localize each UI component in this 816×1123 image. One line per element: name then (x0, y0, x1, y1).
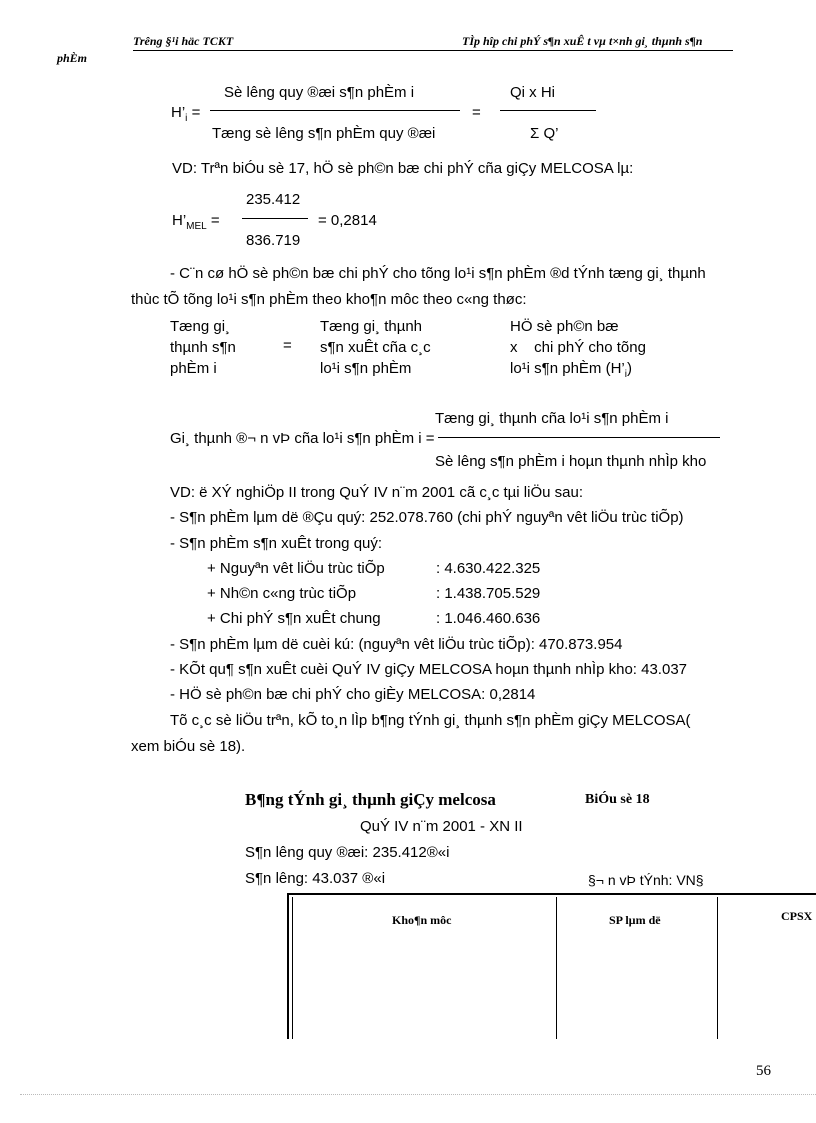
formula3-col3: HÖ sè ph©n bæ x chi phÝ cho tõng lo¹i s¶n phÈm $(H’_i)$ (510, 318, 646, 380)
qty-converted: S¶n lêng quy ®æi: 235.412®«i (245, 844, 450, 861)
table-title: B¶ng tÝnh gi¸ thµnh giÇy melcosa (245, 790, 496, 809)
para1-line1: - C¨n cø hÖ sè ph©n bæ chi phÝ cho tõng lo¹i s¶n phÈm ®d tÝnh tæng gi¸ thµnh (170, 265, 706, 282)
formula1-numerator: Sè lêng quy ®æi s¶n phÈm i (224, 84, 415, 101)
para1-line2: thùc tÕ tõng lo¹i s¶n phÈm theo kho¶n môc theo c«ng thøc: (131, 291, 527, 308)
formula4-lhs: Gi¸ thµnh ®¬ n vÞ cña lo¹i s¶n phÈm i = (170, 430, 435, 447)
page-number: 56 (756, 1063, 771, 1079)
table-top-rule (287, 893, 816, 895)
formula1-rhs-numerator: Qi x Hi (510, 84, 555, 101)
table-header-cell: Kho¶n môc (392, 913, 452, 927)
header-left: Trêng §¹i häc TCKT (133, 34, 234, 48)
example2-closing: - S¶n phÈm lµm dë cuèi kú: (nguyªn vêt liÖu trùc tiÕp): 470.873.954 (170, 636, 623, 653)
table-header-cell: CPSX (781, 909, 813, 923)
form-number: BiÓu sè 18 (585, 792, 650, 807)
formula2-fraction-bar (242, 218, 308, 219)
formula1-fraction-bar (210, 110, 460, 111)
example2-produced: - S¶n phÈm s¶n xuÊt trong quý: (170, 535, 383, 552)
formula1-lhs: $H’_i$ = (171, 104, 201, 124)
table-header-cell: SP lµm dë (609, 913, 661, 927)
formula3-col2: Tæng gi¸ thµnh s¶n xuÊt cña c¸c lo¹i s¶n phÈm (320, 318, 431, 377)
table-left-border-inner (292, 897, 293, 1039)
qty: S¶n lêng: 43.037 ®«i (245, 870, 386, 887)
example2-item-value: : 1.046.460.636 (436, 610, 541, 627)
example2-item-label: + Nh©n c«ng trùc tiÕp (207, 585, 357, 602)
example2-coef: - HÖ sè ph©n bæ chi phÝ cho giÈy MELCOSA: 0,2814 (170, 686, 536, 703)
example2-intro: VD: ë XÝ nghiÖp II trong QuÝ IV n¨m 2001 cã c¸c tµi liÖu sau: (170, 484, 583, 501)
example2-opening: - S¶n phÈm lµm dë ®Çu quý: 252.078.760 (chi phÝ nguyªn vêt liÖu trùc tiÕp) (170, 509, 684, 526)
formula1-eq2: = (472, 104, 481, 121)
formula4-numerator: Tæng gi¸ thµnh cña lo¹i s¶n phÈm i (435, 410, 669, 427)
example2-item-value: : 4.630.422.325 (436, 560, 541, 577)
example2-summary-line1: Tõ c¸c sè liÖu trªn, kÕ to¸n lÌp b¶ng tÝnh gi¸ thµnh s¶n phÈm giÇy MELCOSA( (170, 712, 691, 729)
formula3-col1: Tæng gi¸ thµnh s¶n phÈm i (170, 318, 236, 377)
table-subtitle: QuÝ IV n¨m 2001 - XN II (360, 818, 523, 835)
example2-item-label: + Nguyªn vêt liÖu trùc tiÕp (207, 560, 385, 577)
example2-item-label: + Chi phÝ s¶n xuÊt chung (207, 610, 381, 627)
formula2-result: = 0,2814 (318, 212, 377, 229)
formula4-denominator: Sè lêng s¶n phÈm i hoµn thµnh nhÌp kho (435, 453, 707, 470)
formula3-eq: = (283, 337, 292, 354)
table-col-divider (717, 897, 718, 1039)
formula1-rhs-denominator: Σ Q’ (530, 125, 559, 142)
page-bottom-dotted-rule (20, 1094, 816, 1095)
formula2-denominator: 836.719 (246, 232, 301, 249)
formula2-lhs: $H’_{MEL}$ = (172, 212, 220, 232)
formula1-denominator: Tæng sè lêng s¶n phÈm quy ®æi (212, 125, 436, 142)
example2-summary-line2: xem biÓu sè 18). (131, 738, 246, 755)
table-left-border-outer (287, 893, 289, 1039)
header-right: TÌp hîp chi phÝ s¶n xuÊ t vµ t×nh gi¸ thµnh s¶n (462, 34, 703, 48)
example2-item-value: : 1.438.705.529 (436, 585, 541, 602)
formula1-rhs-bar (500, 110, 596, 111)
formula4-fraction-bar (438, 437, 720, 438)
unit-label: §¬ n vÞ tÝnh: VN§ (588, 872, 704, 888)
example2-result: - KÕt qu¶ s¶n xuÊt cuèi QuÝ IV giÇy MELCOSA hoµn thµnh nhÌp kho: 43.037 (170, 661, 688, 678)
header-rule (133, 50, 733, 51)
example1-text: VD: Trªn biÓu sè 17, hÖ sè ph©n bæ chi phÝ cña giÇy MELCOSA lµ: (172, 160, 634, 177)
header-continued: phÈm (57, 51, 88, 65)
table-col-divider (556, 897, 557, 1039)
formula2-numerator: 235.412 (246, 191, 301, 208)
